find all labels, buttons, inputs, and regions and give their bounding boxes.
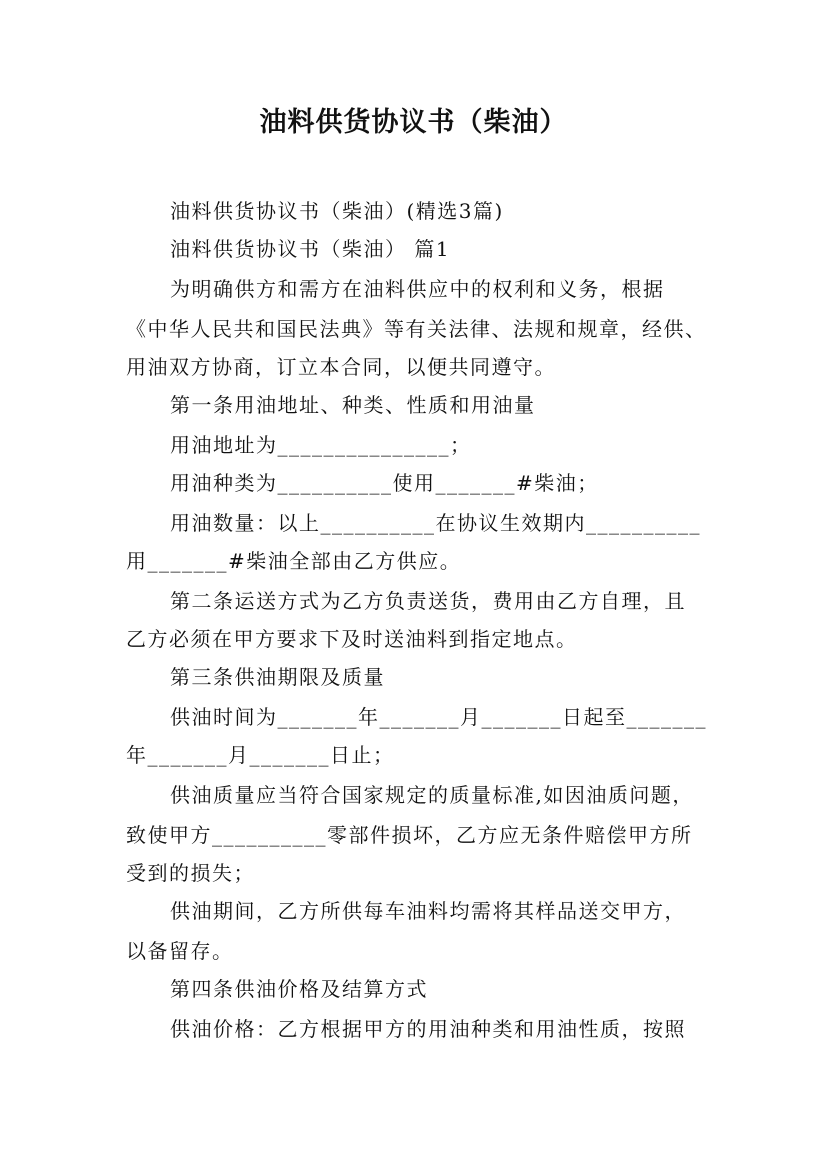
paragraph-line: 用油双方协商，订立本合同，以便共同遵守。 (126, 355, 556, 379)
paragraph-line: 为明确供方和需方在油料供应中的权利和义务，根据 (170, 277, 665, 301)
paragraph-line: 以备留存。 (126, 939, 234, 963)
paragraph-line: 致使甲方__________零部件损坏，乙方应无条件赔偿甲方所 (126, 823, 693, 847)
paragraph-line: 用油地址为_______________； (170, 433, 472, 457)
paragraph-line: 供油质量应当符合国家规定的质量标准,如因油质问题， (170, 783, 694, 807)
clause-heading: 第一条用油地址、种类、性质和用油量 (170, 393, 536, 417)
paragraph-line: 供油时间为_______年_______月_______日起至_______ (170, 705, 707, 729)
paragraph-line: 年_______月_______日止； (126, 743, 395, 767)
paragraph-line: 用油种类为__________使用_______#柴油； (170, 471, 599, 495)
section-heading: 油料供货协议书（柴油） 篇1 (170, 237, 451, 261)
clause-heading: 第三条供油期限及质量 (170, 665, 385, 689)
paragraph-line: 第二条运送方式为乙方负责送货，费用由乙方自理，且 (170, 589, 686, 613)
subtitle-line: 油料供货协议书（柴油）(精选3篇) (170, 199, 504, 223)
paragraph-line: 用_______#柴油全部由乙方供应。 (126, 549, 462, 573)
paragraph-line: 受到的损失； (126, 861, 255, 885)
paragraph-line: 供油价格：乙方根据甲方的用油种类和用油性质，按照 (170, 1017, 686, 1041)
paragraph-line: 《中华人民共和国民法典》等有关法律、法规和规章，经供、 (126, 317, 707, 341)
paragraph-line: 供油期间，乙方所供每车油料均需将其样品送交甲方， (170, 899, 686, 923)
paragraph-line: 用油数量：以上__________在协议生效期内__________ (170, 511, 701, 535)
clause-heading: 第四条供油价格及结算方式 (170, 977, 428, 1001)
document-title: 油料供货协议书（柴油） (259, 107, 568, 138)
paragraph-line: 乙方必须在甲方要求下及时送油料到指定地点。 (126, 627, 578, 651)
